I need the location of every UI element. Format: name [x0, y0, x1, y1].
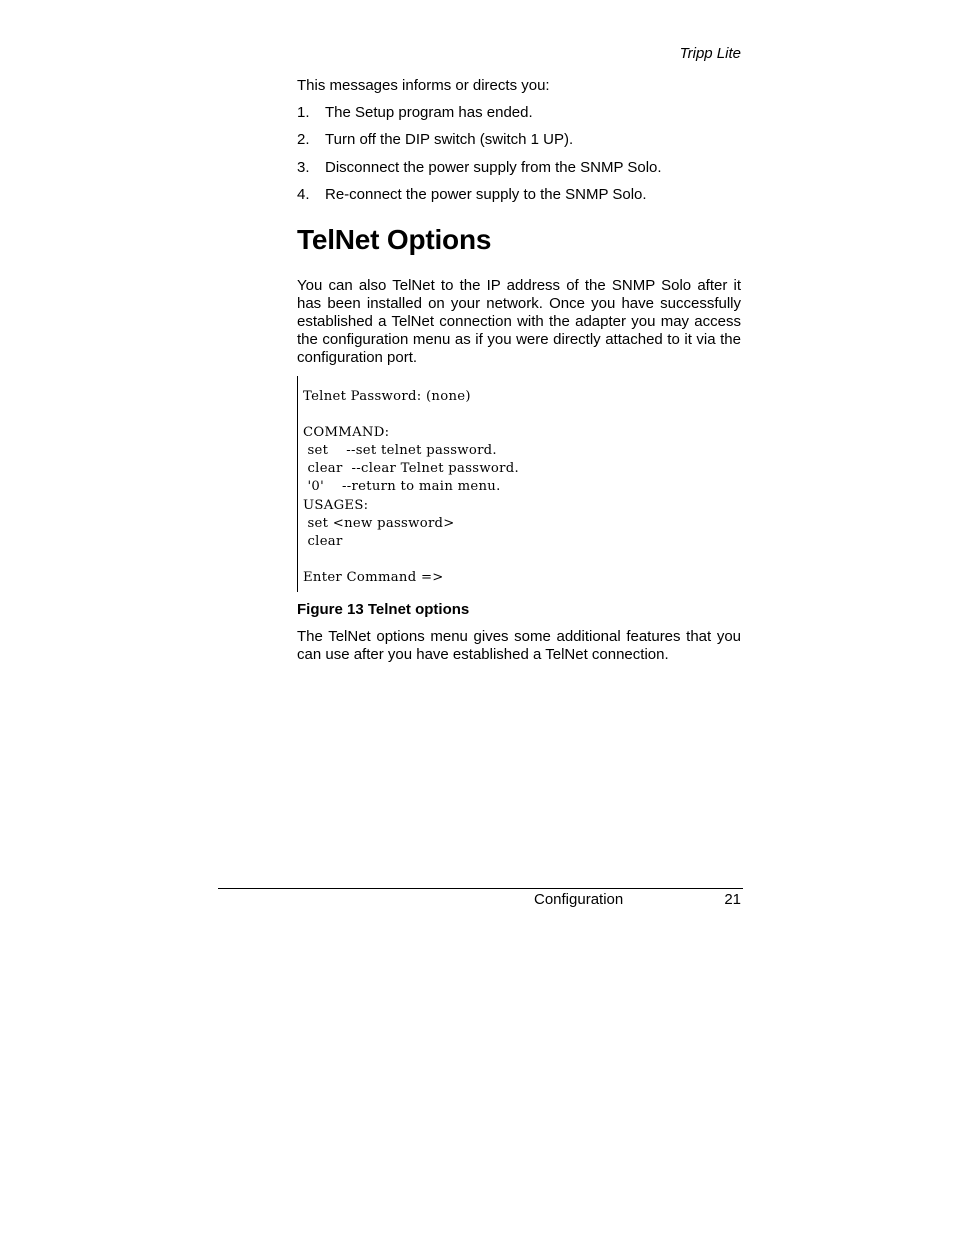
terminal-line: clear --clear Telnet password.	[303, 461, 520, 477]
terminal-output	[303, 388, 519, 587]
section-paragraph-2: The TelNet options menu gives some additional features that you can use after you have established a TelNet connection.	[297, 628, 741, 664]
step-number: 2.	[297, 131, 310, 149]
terminal-line: Telnet Password: (none)	[303, 389, 471, 404]
terminal-figure	[297, 376, 718, 592]
list-item	[297, 131, 662, 158]
terminal-line: USAGES:	[303, 497, 369, 513]
figure-caption: Figure 13 Telnet options	[297, 601, 470, 618]
terminal-line: Enter Command =>	[303, 569, 444, 585]
list-item	[297, 186, 662, 213]
terminal-line: '0' --return to main menu.	[303, 479, 501, 495]
step-text: The Setup program has ended.	[325, 104, 533, 121]
step-number: 1.	[297, 104, 310, 121]
terminal-line: set --set telnet password.	[303, 443, 497, 459]
terminal-line: clear	[303, 533, 343, 549]
section-paragraph-1: You can also TelNet to the IP address of the SNMP Solo after it has been installed on your network. Once you have successfully established a TelNet connection with the adapter you may access the configuration menu as if you were directly attached to it via the configuration port.	[297, 277, 741, 367]
section-title: TelNet Options	[297, 224, 492, 255]
footer-rule	[218, 888, 743, 889]
list-item	[297, 104, 662, 131]
terminal-line: set <new password>	[303, 515, 455, 531]
steps-list	[297, 104, 662, 213]
step-text: Turn off the DIP switch (switch 1 UP).	[325, 131, 574, 149]
footer-section-label: Configuration	[534, 891, 624, 908]
step-number: 4.	[297, 185, 310, 203]
list-item	[297, 159, 662, 186]
brand-header: Tripp Lite	[679, 45, 741, 62]
intro-text: This messages informs or directs you:	[297, 77, 550, 94]
step-text: Re-connect the power supply to the SNMP Solo.	[325, 185, 647, 203]
terminal-line: COMMAND:	[303, 425, 390, 441]
step-text: Disconnect the power supply from the SNMP Solo.	[325, 158, 662, 176]
step-number: 3.	[297, 158, 310, 176]
footer-page-number: 21	[724, 891, 741, 908]
